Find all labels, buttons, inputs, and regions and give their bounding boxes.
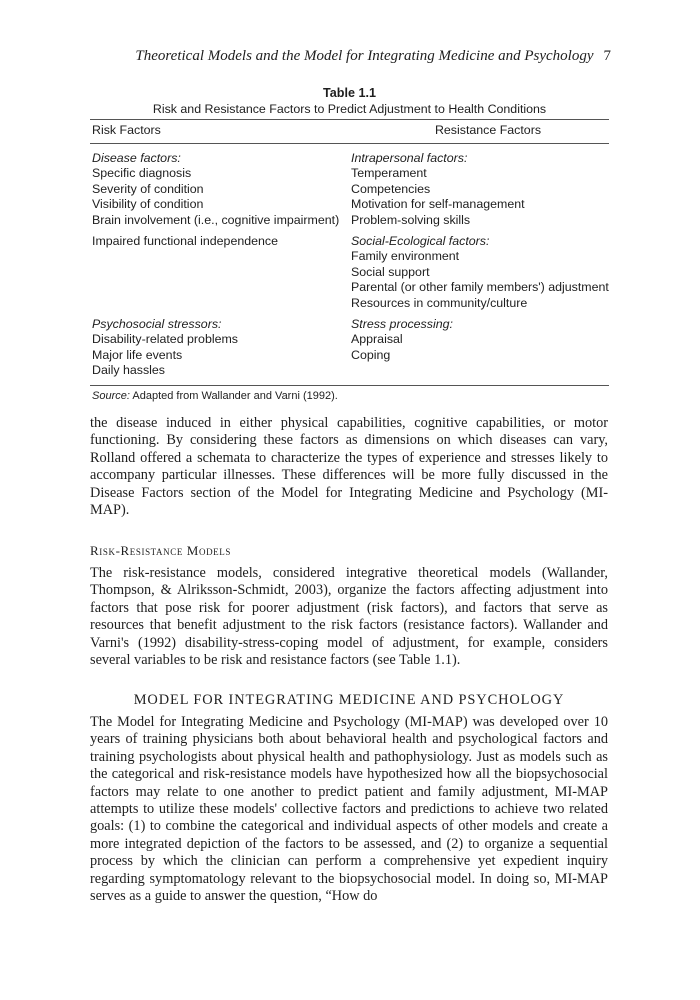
- table-1-1: [90, 86, 609, 403]
- table-header-row: [90, 120, 609, 143]
- factor-item: Parental (or other family members') adjustment: [351, 280, 609, 295]
- source-label: Source:: [92, 389, 130, 402]
- factor-item: Impaired functional independence: [92, 233, 278, 248]
- factor-item: Temperament: [351, 166, 427, 181]
- paragraph-2: The risk-resistance models, considered integrative theoretical models (Wallander, Thompson, & Alriksson-Schmidt, 2003), organize the factors affecting adjustment into factors that pose risk for poorer adjustment (risk factors), and factors that serve as resources that benefit adjustment to the risk factors (resistance factors). Wallander and Varni's (1992) disability-stress-coping model of adjustment, for example, considers several variables to be risk and resistance factors (see Table 1.1).: [90, 565, 608, 669]
- resistance-factor-cell: [351, 151, 609, 229]
- page-number: 7: [603, 48, 611, 64]
- factor-item: Brain involvement (i.e., cognitive impairment): [92, 212, 340, 227]
- factor-item: Specific diagnosis: [92, 166, 192, 181]
- factor-item: Social support: [351, 264, 430, 279]
- header-risk-factors: Risk Factors: [92, 123, 161, 137]
- table-row: [90, 151, 609, 229]
- table-source: [90, 386, 609, 403]
- running-head: [135, 48, 611, 65]
- resistance-factor-cell: [351, 234, 609, 312]
- factor-group-heading: Psychosocial stressors:: [92, 316, 222, 331]
- table-row: [90, 317, 609, 379]
- header-resistance-factors: Resistance Factors: [434, 123, 542, 137]
- factor-group-heading: Social-Ecological factors:: [351, 233, 490, 248]
- source-text: Adapted from Wallander and Varni (1992).: [132, 389, 338, 402]
- factor-item: Coping: [351, 347, 391, 362]
- factor-item: Severity of condition: [92, 181, 204, 196]
- factor-item: Family environment: [351, 249, 460, 264]
- factor-item: Major life events: [92, 347, 183, 362]
- table-row: [90, 234, 609, 312]
- factor-item: Disability-related problems: [92, 332, 238, 347]
- section-heading-mi-map: MODEL FOR INTEGRATING MEDICINE AND PSYCHOLOGY: [133, 692, 565, 708]
- risk-factor-cell: [92, 317, 351, 379]
- factor-group-heading: Intrapersonal factors:: [351, 150, 468, 165]
- table-body: [90, 151, 609, 379]
- factor-item: Problem-solving skills: [351, 212, 471, 227]
- factor-item: Appraisal: [351, 332, 403, 347]
- risk-factor-cell: [92, 234, 351, 312]
- table-label: Table 1.1: [323, 86, 376, 100]
- paragraph-1: the disease induced in either physical capabilities, cognitive capabilities, or motor functioning. By considering these factors as dimensions on which diseases can vary, Rolland offered a schemata to characterize the types of experience and stresses likely to accompany particular illnesses. These differences will be more fully discussed in the Disease Factors section of the Model for Integrating Medicine and Psychology (MI-MAP).: [90, 415, 608, 519]
- table-title: Risk and Resistance Factors to Predict Adjustment to Health Conditions: [152, 102, 547, 116]
- factor-item: Motivation for self-management: [351, 197, 525, 212]
- resistance-factor-cell: [351, 317, 609, 379]
- running-head-title: Theoretical Models and the Model for Integrating Medicine and Psychology: [135, 48, 594, 64]
- factor-item: Visibility of condition: [92, 197, 204, 212]
- factor-item: Daily hassles: [92, 363, 165, 378]
- factor-item: Competencies: [351, 181, 431, 196]
- section-heading-risk-resistance: Risk-Resistance Models: [90, 543, 231, 558]
- factor-group-heading: Stress processing:: [351, 316, 453, 331]
- factor-item: Resources in community/culture: [351, 295, 528, 310]
- paragraph-3: The Model for Integrating Medicine and Psychology (MI-MAP) was developed over 10 years of training physicians both about behavioral health and psychological factors and training psychologists about physical health and pathophysiology. Just as models such as the categorical and risk-resistance models have hypothesized how all the biopsychosocial factors may relate to one another to predict patient and family adjustment, MI-MAP attempts to utilize these models' collective factors and predictions to achieve two related goals: (1) to combine the categorical and individual aspects of other models and create a more integrated depiction of the factors to be assessed, and (2) to organize a sequential process by which the clinician can perform a comprehensive yet expedient inquiry regarding symptomatology relevant to the biopsychosocial model. In doing so, MI-MAP serves as a guide to answer the question, “How do: [90, 714, 608, 905]
- factor-group-heading: Disease factors:: [92, 150, 181, 165]
- risk-factor-cell: [92, 151, 351, 229]
